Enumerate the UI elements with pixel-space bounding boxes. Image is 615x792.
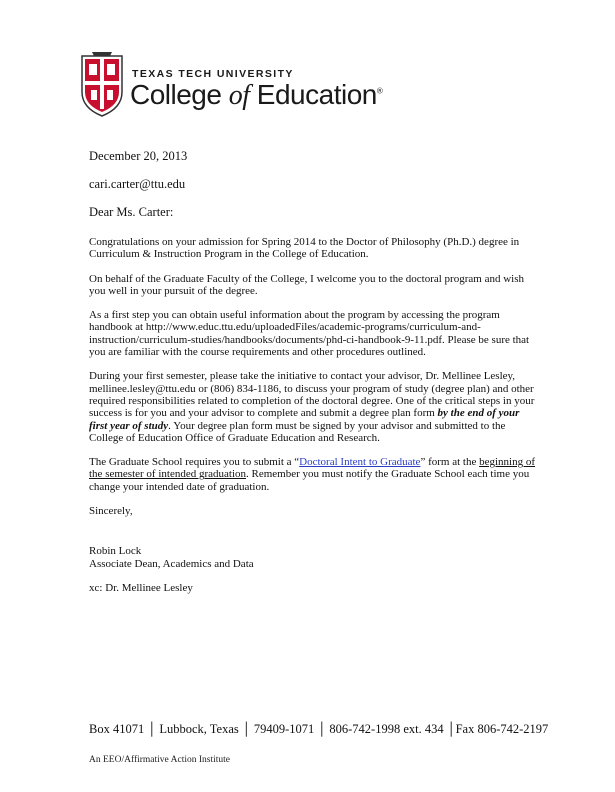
paragraph-advisor	[89, 370, 539, 444]
doctoral-intent-link[interactable]: Doctoral Intent to Graduate	[299, 456, 421, 469]
advisor-text-end: . Your degree plan form must be signed by your advisor and submitted to the College of Education Office of Graduate Education and Research.	[89, 419, 506, 444]
paragraph-graduation	[89, 456, 539, 493]
letter-date: December 20, 2013	[89, 149, 188, 163]
university-name: TEXAS TECH UNIVERSITY	[132, 68, 294, 80]
college-suffix: Education	[256, 79, 377, 110]
trademark: ®	[376, 86, 383, 96]
signer-title: Associate Dean, Academics and Data	[89, 557, 254, 570]
paragraph-handbook: As a first step you can obtain useful information about the program by accessing the program handbook at http://www.educ.ttu.edu/uploadedFiles/academic-programs/curriculum-and-instruction/curriculum-studies/handbooks/documents/phd-ci-handbook-9-11.pdf. Please be sure that you are familiar with the course requirements and other procedures outlined.	[89, 309, 530, 359]
deadline-emphasis: by the end of your first year of study	[89, 407, 520, 432]
signature-block	[89, 545, 539, 570]
footer-address: Box 41071 │ Lubbock, Texas │ 79409-1071 │ 806-742-1998 ext. 434 │Fax 806-742-2197	[89, 722, 549, 736]
graduation-text-mid: ” form at the	[420, 456, 480, 469]
graduation-text-end: . Remember you must notify the Graduate School each time you change your intended date of graduation.	[89, 468, 530, 493]
eeo-statement: An EEO/Affirmative Action Institute	[89, 755, 230, 765]
recipient-email: cari.carter@ttu.edu	[89, 177, 186, 191]
advisor-text: During your first semester, please take the initiative to contact your advisor, Dr. Mellinee Lesley, mellinee.lesley@ttu.edu or (806) 834-1186, to discuss your program of study (degree plan) and other required responsibilities related to completion of the doctoral degree. One of the critical steps in your success is for you and your advisor to complete and submit a degree plan form	[89, 370, 535, 420]
letter-body	[89, 236, 539, 606]
double-t-shield-icon	[80, 52, 124, 118]
college-of: of	[228, 80, 250, 111]
graduation-text: The Graduate School requires you to submit a “	[89, 456, 300, 469]
college-name	[130, 79, 382, 112]
signer-name: Robin Lock	[89, 545, 142, 558]
salutation: Dear Ms. Carter:	[89, 205, 174, 219]
paragraph-welcome: On behalf of the Graduate Faculty of the College, I welcome you to the doctoral program and wish you well in your pursuit of the degree.	[89, 272, 524, 297]
college-logo	[80, 52, 383, 122]
college-prefix: College	[130, 79, 222, 110]
graduation-timing: beginning of the semester of intended graduation	[89, 456, 536, 481]
carbon-copy: xc: Dr. Mellinee Lesley	[89, 581, 193, 594]
paragraph-congratulations: Congratulations on your admission for Spring 2014 to the Doctor of Philosophy (Ph.D.) degree in Curriculum & Instruction Program in the College of Education.	[89, 236, 520, 261]
closing: Sincerely,	[89, 505, 133, 518]
